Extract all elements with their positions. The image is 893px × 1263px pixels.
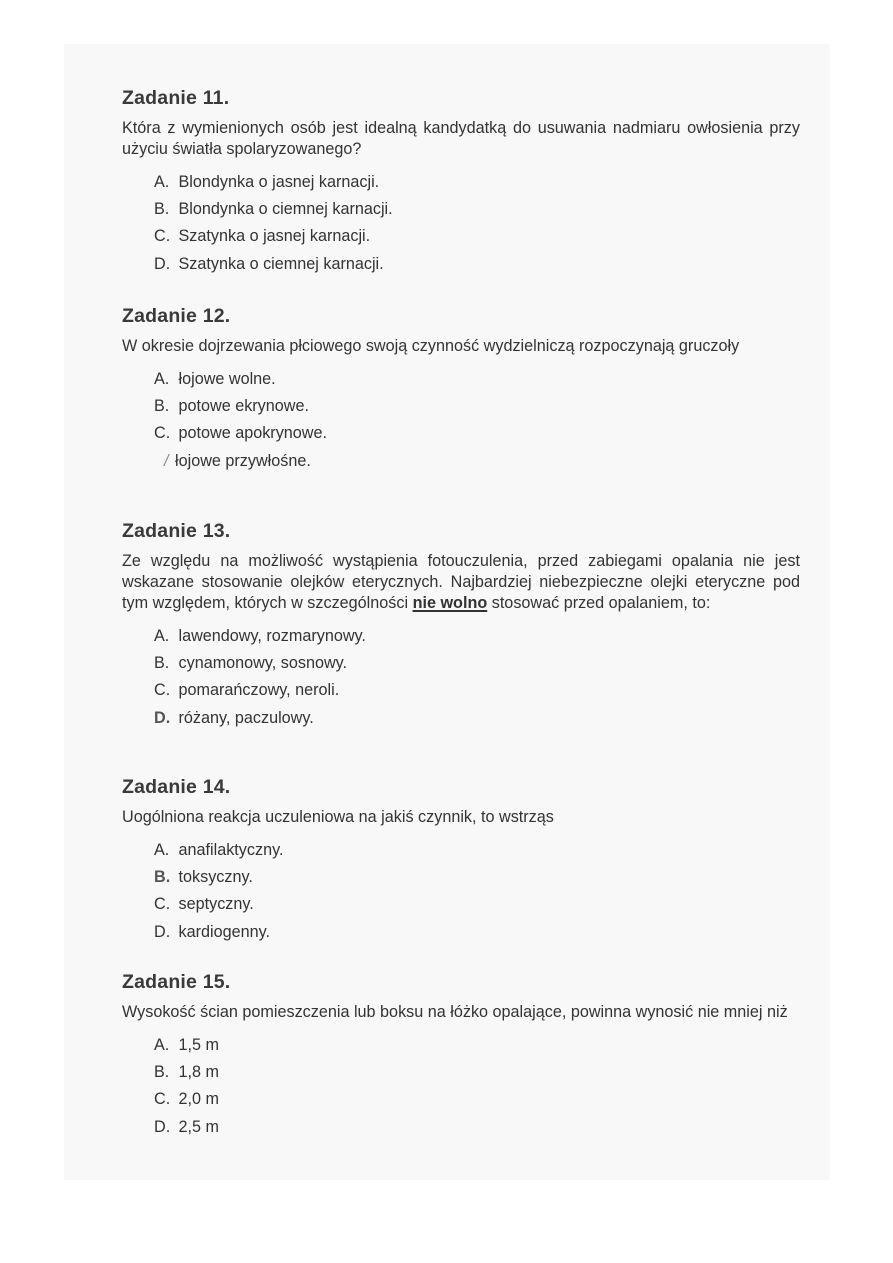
- task-title: Zadanie 11.: [122, 87, 230, 109]
- option-a: [154, 1032, 800, 1059]
- option-a: [154, 623, 800, 650]
- option-b: [154, 393, 800, 420]
- task-question: [122, 551, 800, 614]
- task-title: Zadanie 12.: [122, 305, 231, 327]
- answer-options: [122, 623, 800, 732]
- option-letter: B.: [154, 1063, 170, 1082]
- option-letter: C.: [154, 895, 171, 914]
- task-title: Zadanie 15.: [122, 971, 231, 993]
- option-text: potowe ekrynowe.: [178, 397, 309, 416]
- option-c: [154, 223, 800, 250]
- option-letter: C.: [154, 681, 171, 700]
- option-letter: A.: [154, 173, 170, 191]
- option-letter: B.: [154, 200, 170, 219]
- task-question: Która z wymienionych osób jest idealną kandydatką do usuwania nadmiaru owłosienia przy użyciu światła spolaryzowanego?: [122, 119, 800, 158]
- option-text: Szatynka o ciemnej karnacji.: [178, 254, 384, 273]
- option-text: 2,0 m: [178, 1090, 219, 1109]
- task-title: Zadanie 13.: [122, 520, 231, 542]
- option-b: [154, 864, 800, 891]
- option-d: [154, 1114, 800, 1141]
- answer-options: [122, 1032, 800, 1141]
- option-text: Szatynka o jasnej karnacji.: [178, 227, 371, 246]
- option-letter-marked: B.: [154, 868, 171, 887]
- option-letter: A.: [154, 1036, 170, 1054]
- question-text-start: Ze względu na możliwość wystąpienia fotouczulenia, przed zabiegami opalania nie jest wskazane stosowanie olejków eterycznych. Najbardziej niebezpieczne olejki eteryczne pod tym względem, których w szczególności: [122, 552, 800, 612]
- option-letter: B.: [154, 397, 170, 416]
- option-b: [154, 1059, 800, 1086]
- option-c: [154, 420, 800, 447]
- option-letter: A.: [154, 370, 170, 388]
- option-text: potowe apokrynowe.: [178, 424, 327, 443]
- emphasis-underlined: nie wolno: [412, 594, 488, 612]
- option-text: septyczny.: [178, 895, 254, 914]
- option-d: [154, 448, 800, 475]
- option-text: lawendowy, rozmarynowy.: [178, 627, 366, 645]
- option-c: [154, 677, 800, 704]
- option-letter: C.: [154, 227, 171, 246]
- option-text: łojowe wolne.: [178, 370, 276, 388]
- option-c: [154, 1086, 800, 1113]
- option-d: [154, 251, 800, 278]
- task-13: [122, 520, 800, 732]
- option-letter: C.: [154, 424, 171, 443]
- option-letter: C.: [154, 1090, 171, 1109]
- option-letter-handwritten-mark: /: [164, 451, 169, 470]
- option-d: [154, 919, 800, 946]
- option-letter: B.: [154, 654, 170, 673]
- task-question: Uogólniona reakcja uczuleniowa na jakiś czynnik, to wstrząs: [122, 808, 554, 826]
- task-14: [122, 776, 800, 946]
- option-text: Blondynka o jasnej karnacji.: [178, 173, 380, 191]
- option-letter-marked: D.: [154, 708, 171, 727]
- option-letter: D.: [154, 254, 171, 273]
- task-title: Zadanie 14.: [122, 776, 231, 798]
- option-text: kardiogenny.: [178, 922, 270, 941]
- option-b: [154, 650, 800, 677]
- answer-options: [122, 169, 800, 278]
- option-text: anafilaktyczny.: [178, 841, 284, 859]
- option-d: [154, 705, 800, 732]
- option-text: Blondynka o ciemnej karnacji.: [178, 200, 393, 219]
- option-letter: A.: [154, 841, 170, 859]
- task-question: Wysokość ścian pomieszczenia lub boksu na łóżko opalające, powinna wynosić nie mniej niż: [122, 1003, 788, 1021]
- option-text: łojowe przywłośne.: [175, 451, 311, 470]
- option-letter: D.: [154, 1117, 171, 1136]
- task-11: [122, 87, 800, 278]
- option-letter: D.: [154, 922, 171, 941]
- option-text: 1,5 m: [178, 1036, 219, 1054]
- question-text-end: stosować przed opalaniem, to:: [491, 594, 711, 612]
- option-b: [154, 196, 800, 223]
- answer-options: [122, 837, 800, 946]
- task-15: [122, 971, 800, 1141]
- option-c: [154, 891, 800, 918]
- option-text: różany, paczulowy.: [178, 708, 314, 727]
- option-text: 2,5 m: [178, 1117, 219, 1136]
- option-letter: A.: [154, 627, 170, 645]
- option-a: [154, 169, 800, 196]
- option-text: pomarańczowy, neroli.: [178, 681, 340, 700]
- option-text: 1,8 m: [178, 1063, 219, 1082]
- task-question: W okresie dojrzewania płciowego swoją czynność wydzielniczą rozpoczynają gruczoły: [122, 337, 740, 355]
- option-a: [154, 366, 800, 393]
- option-text: cynamonowy, sosnowy.: [178, 654, 348, 673]
- answer-options: [122, 366, 800, 475]
- option-a: [154, 837, 800, 864]
- option-text: toksyczny.: [178, 868, 253, 887]
- task-12: [122, 305, 800, 475]
